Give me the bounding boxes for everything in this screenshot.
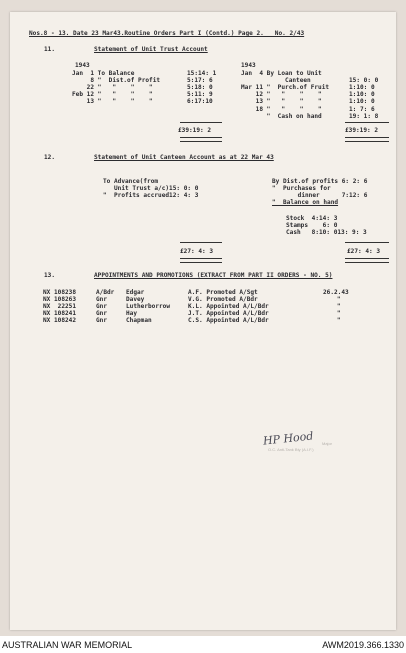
section-11-left-total: £39:19: 2	[178, 127, 212, 134]
appointment-action: C.S. Appointed A/L/Bdr	[188, 317, 269, 325]
trust-debit-amount: 15:14: 1	[187, 70, 217, 77]
appointment-service-number: NX 108238	[43, 289, 77, 296]
section-12-left-total: £27: 4: 3	[180, 248, 214, 255]
trust-credit-description: Jan 4 By Loan to Unit	[241, 70, 322, 77]
appointment-service-number: NX 108242	[43, 317, 77, 325]
section-11-right-double-rule	[345, 137, 389, 142]
canteen-credit-entry: " Balance on hand	[272, 199, 339, 207]
trust-debit-description: 22 " " " "	[72, 84, 153, 92]
section-11-left-rule	[180, 122, 222, 123]
appointment-action: V.G. Promoted A/Bdr	[188, 296, 258, 304]
section-12-number: 12.	[44, 154, 56, 161]
appointment-service-number: NX 22251	[43, 303, 77, 311]
trust-debit-description: Feb 12 " " " "	[72, 91, 153, 99]
trust-credit-amount: 1: 7: 6	[349, 105, 375, 113]
section-12-title: Statement of Unit Canteen Account as at 22 Mar 43	[94, 154, 274, 161]
appointment-service-number: NX 108241	[43, 310, 77, 318]
appointment-action: J.T. Appointed A/L/Bdr	[188, 310, 269, 318]
trust-credit-amount: 1:10: 0	[349, 98, 375, 106]
canteen-debit-entry: " Profits accrued12: 4: 3	[103, 192, 199, 200]
appointment-service-number: NX 108263	[43, 296, 77, 304]
section-12-right-total: £27: 4: 3	[347, 248, 381, 255]
trust-credit-amount: 15: 0: 0	[349, 77, 379, 85]
signature: HP Hood	[262, 429, 314, 448]
appointment-rank: Gnr	[96, 310, 108, 318]
trust-credit-description: Mar 11 " Purch.of Fruit	[241, 84, 330, 92]
appointment-date: "	[337, 310, 341, 318]
section-11-left-double-rule	[180, 137, 222, 142]
section-12-right-double-rule	[345, 258, 389, 263]
appointment-rank: Gnr	[96, 303, 108, 311]
section-11-right-year: 1943	[241, 62, 256, 69]
appointment-date: 26.2.43	[323, 289, 349, 296]
footer-accession-number: AWM2019.366.1330	[322, 640, 404, 650]
canteen-credit-entry: " Purchases for	[272, 185, 331, 193]
canteen-debit-entry: Unit Trust a/c)15: 0: 0	[103, 185, 199, 193]
section-11-left-year: 1943	[75, 62, 90, 69]
trust-debit-amount: 6:17:10	[187, 98, 213, 106]
trust-debit-description: 8 " Dist.of Profit	[72, 77, 161, 85]
canteen-balance-item: Cash 8:10: 013: 9: 3	[286, 229, 367, 237]
section-12-right-rule	[345, 242, 389, 243]
canteen-debit-entry: To Advance(from	[103, 178, 159, 185]
section-13-number: 13.	[44, 272, 56, 279]
signature-stamp-unit: O.C. Anti-Tank Bty (A.I.F.)	[268, 447, 314, 452]
trust-credit-amount: 1:10: 0	[349, 84, 375, 92]
appointment-surname: Davey	[126, 296, 145, 304]
section-12-left-rule	[180, 242, 222, 243]
appointment-surname: Lutherborrow	[126, 303, 171, 311]
appointment-rank: Gnr	[96, 317, 108, 325]
trust-credit-description: " Cash on hand	[241, 112, 322, 120]
trust-credit-description: Canteen	[241, 77, 311, 85]
appointment-surname: Edgar	[126, 289, 145, 296]
trust-credit-description: 18 " " " "	[241, 105, 322, 113]
appointment-surname: Hay	[126, 310, 138, 318]
page-header: Nos.8 - 13. Date 23 Mar43.Routine Orders Part I (Contd.) Page 2. No. 2/43	[29, 30, 305, 37]
canteen-credit-entry: dinner 7:12: 6	[272, 192, 368, 200]
appointment-date: "	[337, 317, 341, 325]
appointment-date: "	[337, 303, 341, 311]
appointment-rank: Gnr	[96, 296, 108, 304]
section-13-title: APPOINTMENTS AND PROMOTIONS (EXTRACT FROM PART II ORDERS - NO. 5)	[94, 272, 333, 279]
trust-debit-amount: 5:18: 0	[187, 84, 213, 92]
section-11-title: Statement of Unit Trust Account	[94, 46, 208, 53]
appointment-action: A.F. Promoted A/Sgt	[188, 289, 258, 296]
trust-debit-amount: 5:11: 9	[187, 91, 213, 99]
appointment-rank: A/Bdr	[96, 289, 115, 296]
canteen-credit-entry: By Dist.of profits 6: 2: 6	[272, 178, 368, 185]
footer-institution: AUSTRALIAN WAR MEMORIAL	[2, 640, 133, 650]
trust-debit-amount: 5:17: 6	[187, 77, 213, 85]
trust-debit-description: Jan 1 To Balance	[72, 70, 135, 77]
section-11-number: 11.	[44, 46, 56, 53]
trust-debit-description: 13 " " " "	[72, 98, 153, 106]
section-11-right-rule	[345, 122, 389, 123]
appointment-surname: Chapman	[126, 317, 152, 325]
canteen-balance-item: Stamps 6: 0	[286, 222, 338, 230]
trust-credit-amount: 1:10: 0	[349, 91, 375, 99]
canteen-balance-item: Stock 4:14: 3	[286, 215, 338, 222]
appointment-date: "	[337, 296, 341, 304]
trust-credit-amount: 19: 1: 8	[349, 112, 379, 120]
trust-credit-description: 13 " " " "	[241, 98, 322, 106]
section-11-right-total: £39:19: 2	[345, 127, 379, 134]
appointment-action: K.L. Appointed A/L/Bdr	[188, 303, 269, 311]
trust-credit-description: 12 " " " "	[241, 91, 322, 99]
signature-stamp-title: Major	[322, 441, 333, 446]
section-12-left-double-rule	[180, 258, 222, 263]
